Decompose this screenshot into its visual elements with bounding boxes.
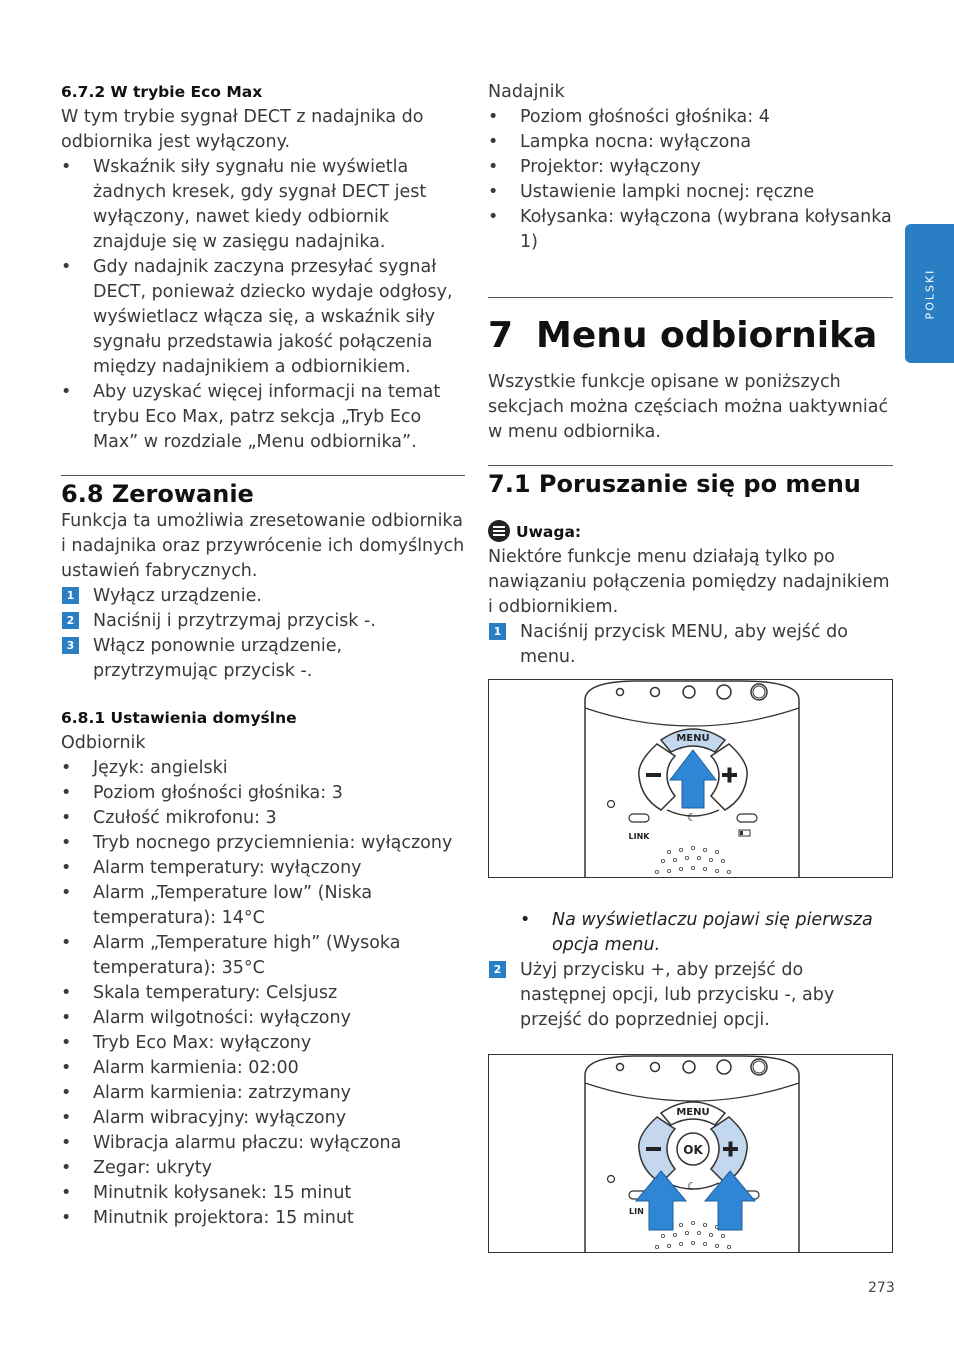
result-list <box>488 908 893 958</box>
list-item: • Wibracja alarmu płaczu: wyłączona <box>61 1131 465 1156</box>
language-tab-label: POLSKI <box>923 268 936 319</box>
note-title: Uwaga: <box>516 523 582 541</box>
step-text: Wyłącz urządzenie. <box>93 586 262 606</box>
section-6-7-2-heading: 6.7.2 W trybie Eco Max <box>61 83 263 101</box>
section-6-8-heading: 6.8 Zerowanie <box>61 480 254 508</box>
step-text: Użyj przycisku +, aby przejść do następnej opcji, lub przycisku -, aby przejść do poprzedniej opcji. <box>520 960 835 1030</box>
figure-menu-button <box>488 679 893 878</box>
link-label: LIN <box>629 1207 644 1216</box>
step-item <box>61 584 465 609</box>
section-7-1-heading: 7.1 Poruszanie się po menu <box>488 470 861 498</box>
menu-button-label: MENU <box>676 1107 710 1118</box>
figure-1-drawing <box>489 680 892 877</box>
step-text: Naciśnij przycisk MENU, aby wejść do menu. <box>520 622 848 667</box>
chapter-7-heading <box>488 298 893 358</box>
list-item: • Minutnik projektora: 15 minut <box>61 1206 465 1231</box>
section-6-7-2-bullets <box>61 155 465 455</box>
list-item: • Alarm karmienia: zatrzymany <box>61 1081 465 1106</box>
step-number: 1 <box>62 587 79 604</box>
svg-text:☾: ☾ <box>687 1180 697 1193</box>
step-number: 3 <box>62 637 79 654</box>
list-item: • Alarm temperatury: wyłączony <box>61 856 465 881</box>
list-item: • Ustawienie lampki nocnej: ręczne <box>488 180 893 205</box>
step-item <box>488 958 893 1033</box>
language-tab <box>905 224 954 363</box>
svg-text:☾: ☾ <box>687 811 697 824</box>
chapter-7-intro: Wszystkie funkcje opisane w poniższych sekcjach można częściach można uaktywniać w menu odbiornika. <box>488 372 889 442</box>
list-item: • Gdy nadajnik zaczyna przesyłać sygnał DECT, ponieważ dziecko wydaje odgłosy, wyświetlacz włącza się, a wskaźnik siły sygnału przedstawia jakość połączenia między nadajnikiem a odbiornikiem. <box>61 255 465 380</box>
step-number: 2 <box>62 612 79 629</box>
menu-button-label: MENU <box>676 733 710 744</box>
list-item: • Zegar: ukryty <box>61 1156 465 1181</box>
note-icon <box>488 520 510 542</box>
step-2-list <box>488 958 893 1033</box>
list-item: • Tryb nocnego przyciemnienia: wyłączony <box>61 831 465 856</box>
list-item: • Lampka nocna: wyłączona <box>488 130 893 155</box>
list-item: • Alarm „Temperature high” (Wysoka temperatura): 35°C <box>61 931 465 981</box>
section-6-7-2-intro: W tym trybie sygnał DECT z nadajnika do odbiornika jest wyłączony. <box>61 107 424 152</box>
list-item: • Minutnik kołysanek: 15 minut <box>61 1181 465 1206</box>
list-item: • Alarm „Temperature low” (Niska temperatura): 14°C <box>61 881 465 931</box>
list-item: • Alarm karmienia: 02:00 <box>61 1056 465 1081</box>
list-item: • Poziom głośności głośnika: 3 <box>61 781 465 806</box>
link-label: LINK <box>628 832 650 841</box>
list-item: • Alarm wilgotności: wyłączony <box>61 1006 465 1031</box>
list-item: • Kołysanka: wyłączona (wybrana kołysanka 1) <box>488 205 893 255</box>
step-item <box>61 634 465 684</box>
note-header <box>488 520 893 545</box>
section-6-8-intro: Funkcja ta umożliwia zresetowanie odbiornika i nadajnika oraz przywrócenie ich domyślnych ustawień fabrycznych. <box>61 511 465 581</box>
section-6-8-steps <box>61 584 465 684</box>
chapter-number: 7 <box>488 315 514 356</box>
step-1-list <box>488 620 893 670</box>
list-item: • Skala temperatury: Celsjusz <box>61 981 465 1006</box>
figure-2-drawing <box>489 1055 892 1252</box>
step-item <box>61 609 465 634</box>
step-item <box>488 620 893 670</box>
transmitter-subheading: Nadajnik <box>488 82 565 102</box>
receiver-defaults-list <box>61 756 465 1231</box>
list-item: • Alarm wibracyjny: wyłączony <box>61 1106 465 1131</box>
list-item: • Aby uzyskać więcej informacji na temat trybu Eco Max, patrz sekcja „Tryb Eco Max” w rozdziale „Menu odbiornika”. <box>61 380 465 455</box>
list-item: • Poziom głośności głośnika: 4 <box>488 105 893 130</box>
section-6-8-1-heading: 6.8.1 Ustawienia domyślne <box>61 709 297 727</box>
figure-plus-minus-buttons <box>488 1054 893 1253</box>
ok-button-label: OK <box>683 1143 703 1157</box>
receiver-subheading: Odbiornik <box>61 733 146 753</box>
right-column <box>488 80 893 1253</box>
left-column <box>61 80 465 1231</box>
page-number: 273 <box>868 1280 895 1296</box>
chapter-title: Menu odbiornika <box>536 315 878 356</box>
step-number: 2 <box>489 961 506 978</box>
list-item: • Wskaźnik siły sygnału nie wyświetla żadnych kresek, gdy sygnał DECT jest wyłączony, nawet kiedy odbiornik znajduje się w zasięgu nadajnika. <box>61 155 465 255</box>
list-item: • Tryb Eco Max: wyłączony <box>61 1031 465 1056</box>
step-text: Włącz ponownie urządzenie, przytrzymując przycisk -. <box>93 636 343 681</box>
list-item: • Czułość mikrofonu: 3 <box>61 806 465 831</box>
list-item: • Projektor: wyłączony <box>488 155 893 180</box>
step-text: Naciśnij i przytrzymaj przycisk -. <box>93 611 376 631</box>
result-item: • Na wyświetlaczu pojawi się pierwsza opcja menu. <box>520 908 893 958</box>
list-item: • Język: angielski <box>61 756 465 781</box>
step-number: 1 <box>489 623 506 640</box>
transmitter-defaults-list <box>488 105 893 255</box>
note-text: Niektóre funkcje menu działają tylko po nawiązaniu połączenia pomiędzy nadajnikiem i odbiornikiem. <box>488 547 890 617</box>
